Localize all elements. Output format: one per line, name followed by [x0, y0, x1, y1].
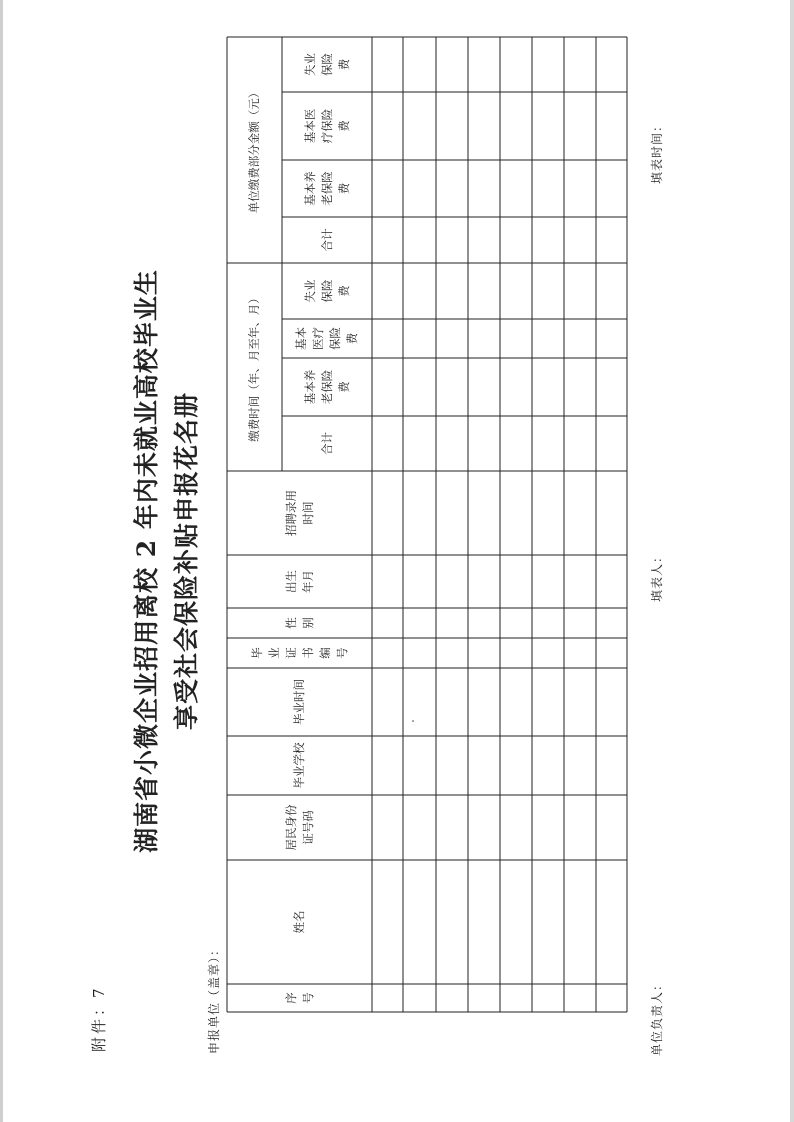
header-birth: 出生年月: [283, 570, 315, 593]
header-id-number: 居民身份证号码: [283, 804, 315, 851]
scan-speck: [412, 720, 414, 722]
header-sub-total: 合计: [319, 228, 334, 252]
unit-head-label: 单位负责人：: [650, 977, 664, 1056]
header-sub-unemployment: 失业保险费: [302, 53, 351, 76]
header-unit-pension: 基本养老保险费: [302, 369, 351, 405]
filled-by-label: 填表人：: [650, 549, 664, 602]
reporting-unit-label: 申报单位（盖章）：: [207, 942, 221, 1054]
form-title-line2: 享受社会保险补贴申报花名册: [172, 392, 201, 731]
header-hire-time: 招聘录用时间: [283, 490, 315, 536]
header-unit-paid-group: 单位缴费部分金额（元）: [247, 86, 261, 214]
header-pay-period: 缴费时间（年、月至年、月）: [247, 292, 261, 442]
attachment-label: 附件：7: [90, 985, 108, 1052]
header-sub-medical: 基本医疗保险费: [302, 108, 351, 144]
header-unit-unemployment: 失业保险费: [302, 279, 351, 303]
header-cert-no: 毕业证书编号: [249, 647, 349, 659]
header-seq: 序号: [283, 992, 315, 1004]
header-grad-time: 毕业时间: [292, 679, 306, 725]
header-unit-medical: 基本医疗保险费: [294, 327, 359, 350]
header-school: 毕业学校: [292, 742, 306, 789]
header-unit-total: 合计: [319, 432, 334, 455]
header-sub-pension: 基本养老保险费: [302, 171, 351, 206]
header-name: 姓名: [292, 910, 306, 934]
fill-date-label: 填表时间：: [650, 118, 664, 184]
header-gender: 性别: [283, 617, 315, 629]
form-title-line1: 湖南省小微企业招用离校 2 年内未就业高校毕业生: [132, 269, 161, 853]
